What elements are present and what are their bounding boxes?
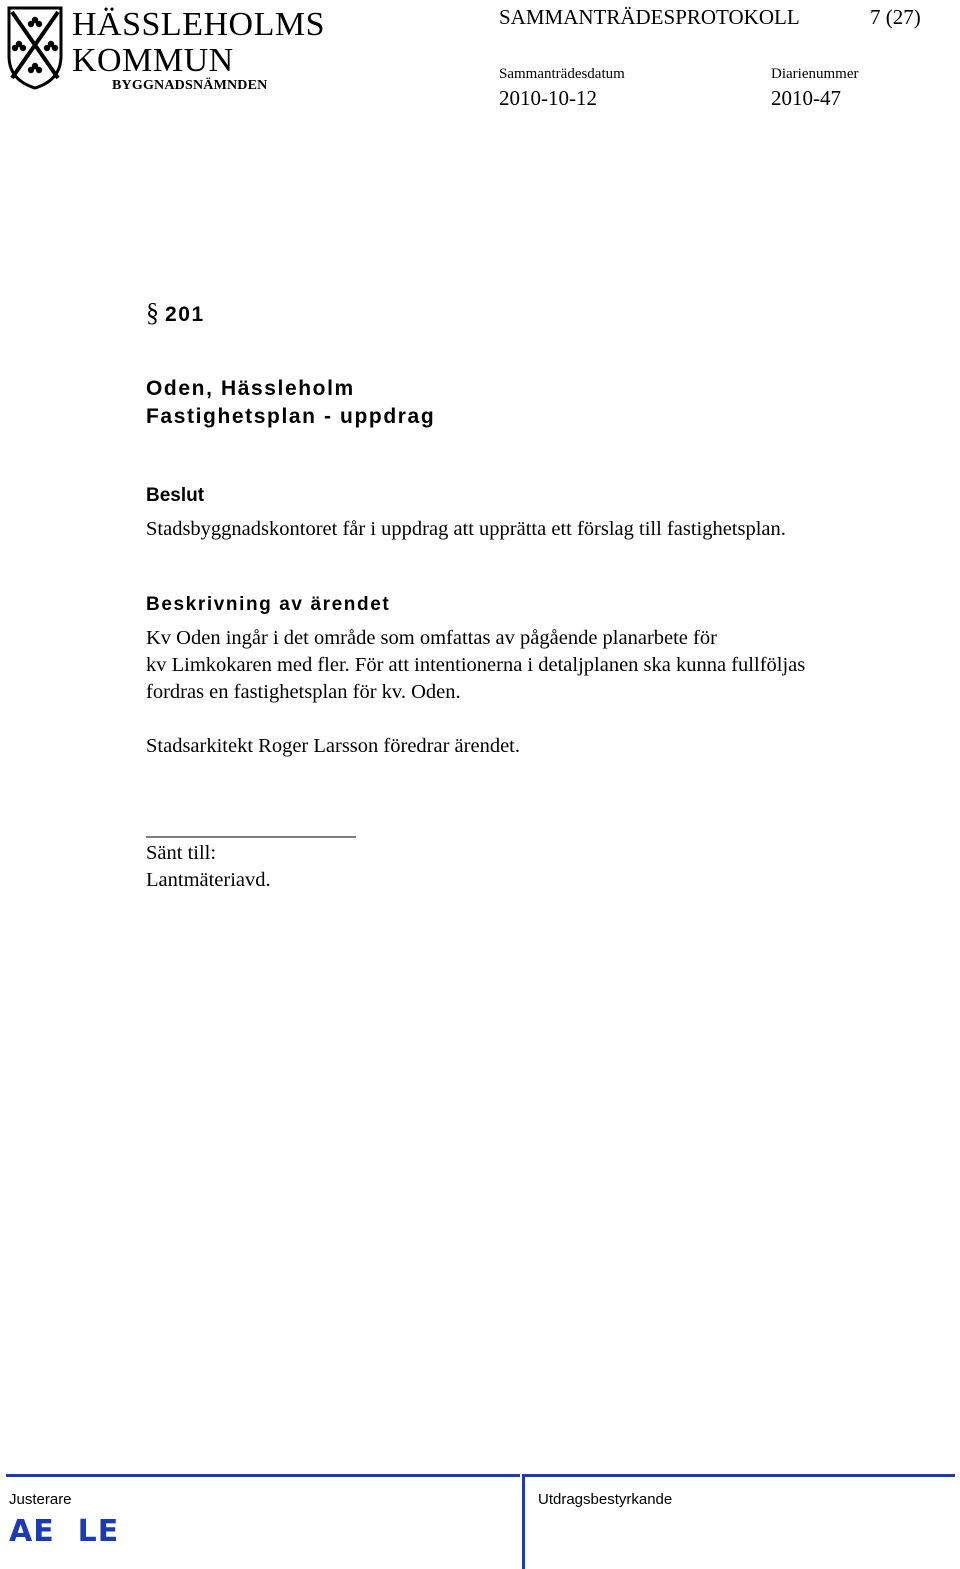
description-line: fordras en fastighetsplan för kv. Oden. — [146, 681, 461, 703]
presenter-text: Stadsarkitekt Roger Larsson föredrar ärendet. — [146, 735, 520, 757]
decision-label: Beslut — [146, 485, 205, 506]
case-heading-line1: Oden, Hässleholm — [146, 377, 355, 400]
section-number — [146, 298, 205, 328]
page-number: 7 (27) — [870, 5, 921, 29]
diary-number-label: Diarienummer — [771, 66, 859, 82]
decision-text: Stadsbyggnadskontoret får i uppdrag att upprätta ett förslag till fastighetsplan. — [146, 518, 786, 540]
municipality-logo — [6, 2, 325, 96]
description-line: Kv Oden ingår i det område som omfattas av pågående planarbete för — [146, 627, 717, 649]
adjuster-label: Justerare — [9, 1491, 72, 1508]
section-symbol: § — [146, 298, 159, 327]
footer-divider-left — [6, 1474, 520, 1477]
document-title: SAMMANTRÄDESPROTOKOLL — [499, 5, 800, 29]
diary-number-value: 2010-47 — [771, 86, 841, 110]
meeting-date-value: 2010-10-12 — [499, 86, 597, 110]
sent-to-recipient: Lantmäteriavd. — [146, 869, 271, 891]
sent-to-label: Sänt till: — [146, 842, 217, 864]
adjuster-initials: AE LE — [9, 1514, 120, 1549]
coat-of-arms-icon — [6, 4, 64, 90]
signature-rule: _____________________ — [146, 818, 356, 840]
logo-text-line1: HÄSSLEHOLMS — [72, 6, 325, 43]
description-line: kv Limkokaren med fler. För att intentionerna i detaljplanen ska kunna fullföljas — [146, 654, 806, 676]
section-number-value: 201 — [165, 303, 205, 326]
description-label: Beskrivning av ärendet — [146, 594, 391, 615]
meeting-date-label: Sammanträdesdatum — [499, 66, 625, 82]
extract-certification-label: Utdragsbestyrkande — [538, 1491, 673, 1508]
logo-text-line3: BYGGNADSNÄMNDEN — [112, 78, 268, 93]
footer-divider-vertical — [522, 1474, 525, 1569]
case-heading-line2: Fastighetsplan - uppdrag — [146, 405, 436, 428]
logo-text-line2: KOMMUN — [72, 42, 234, 79]
footer-divider-right — [525, 1474, 955, 1477]
